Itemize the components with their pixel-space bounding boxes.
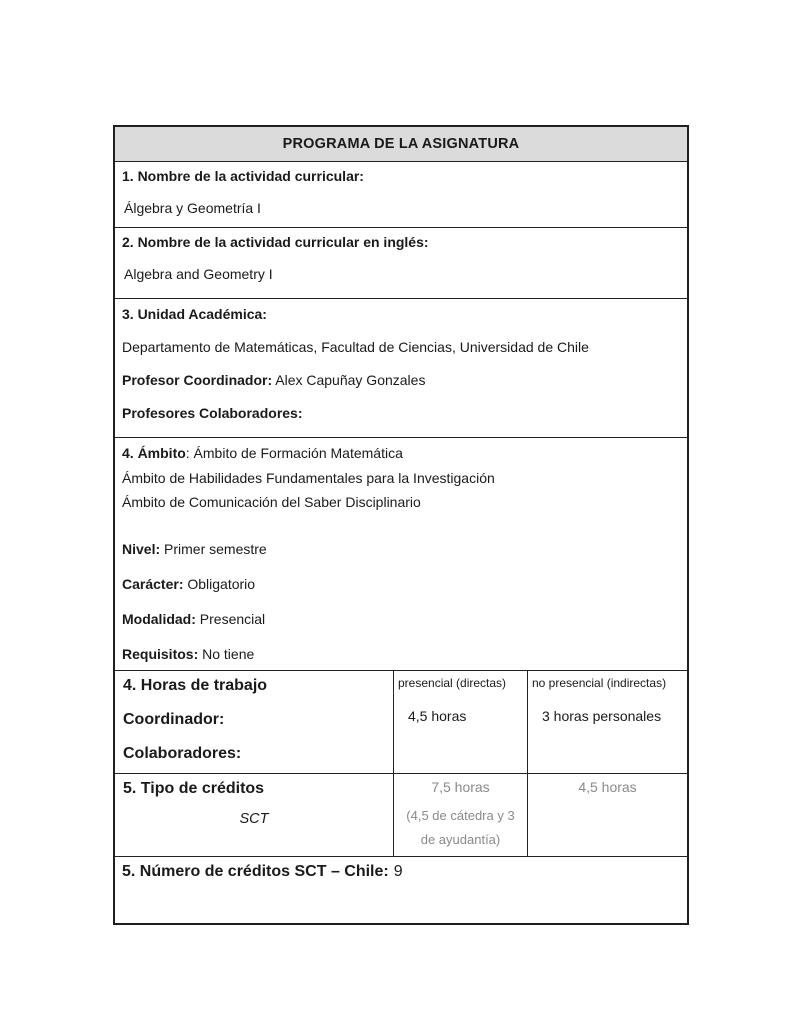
work-hours-labels xyxy=(115,671,393,773)
character-label: Carácter: xyxy=(122,575,184,592)
coordinator-label: Profesor Coordinador: xyxy=(122,372,273,388)
requirements-value: No tiene xyxy=(202,645,255,662)
scope-label: 4. Ámbito xyxy=(122,445,186,461)
row-credit-type xyxy=(115,773,687,856)
modality-value: Presencial xyxy=(199,610,266,627)
work-hours-coordinator-label: Coordinador: xyxy=(123,711,225,728)
row-course-name-english xyxy=(115,227,687,298)
offsite-hours-value: 3 horas personales xyxy=(542,708,662,724)
work-hours-onsite-cell xyxy=(393,671,528,773)
credit-type-onsite-cell xyxy=(393,774,528,856)
row-scope xyxy=(115,437,687,670)
academic-unit-value: Departamento de Matemáticas, Facultad de Ciencias, Universidad de Chile xyxy=(122,339,589,355)
credit-type-sct: SCT xyxy=(239,811,269,827)
level-label: Nivel: xyxy=(122,540,161,557)
coordinator-value: Alex Capuñay Gonzales xyxy=(275,372,426,388)
credit-onsite-detail: (4,5 de cátedra y 3 de ayudantía) xyxy=(406,808,515,847)
scope-line-3: Ámbito de Comunicación del Saber Disciplinario xyxy=(122,494,421,510)
credit-type-label: 5. Tipo de créditos xyxy=(123,780,265,797)
course-name-value: Álgebra y Geometría I xyxy=(124,200,261,216)
level-line xyxy=(122,541,680,557)
collaborators-label: Profesores Colaboradores: xyxy=(122,405,303,421)
character-line xyxy=(122,576,680,592)
scope-line-1 xyxy=(122,441,680,466)
credit-type-offsite-cell xyxy=(528,774,687,856)
onsite-header: presencial (directas) xyxy=(398,676,507,690)
course-name-label: 1. Nombre de la actividad curricular: xyxy=(122,168,364,184)
scope-value: : Ámbito de Formación Matemática xyxy=(185,445,403,461)
course-name-english-value: Algebra and Geometry I xyxy=(124,266,273,282)
credit-type-labels xyxy=(115,774,393,856)
table-header-row xyxy=(115,127,687,161)
syllabus-table xyxy=(113,125,689,925)
credit-onsite-hours: 7,5 horas xyxy=(431,779,490,795)
coordinator-line xyxy=(122,372,680,388)
academic-unit-label: 3. Unidad Académica: xyxy=(122,306,267,322)
scope-line-2: Ámbito de Habilidades Fundamentales para la Investigación xyxy=(122,469,495,486)
course-name-english-label: 2. Nombre de la actividad curricular en inglés: xyxy=(122,234,429,250)
requirements-label: Requisitos: xyxy=(122,645,199,662)
work-hours-offsite-cell xyxy=(528,671,687,773)
row-sct-credits xyxy=(115,856,687,923)
credit-offsite-hours: 4,5 horas xyxy=(578,779,637,795)
offsite-header: no presencial (indirectas) xyxy=(532,676,667,690)
modality-label: Modalidad: xyxy=(122,610,196,627)
row-academic-unit xyxy=(115,298,687,437)
level-value: Primer semestre xyxy=(164,540,267,557)
modality-line xyxy=(122,611,680,627)
sct-credits-value: 9 xyxy=(393,863,403,880)
sct-credits-line xyxy=(122,864,680,880)
row-work-hours xyxy=(115,670,687,773)
row-course-name xyxy=(115,161,687,227)
character-value: Obligatorio xyxy=(187,575,256,592)
work-hours-label: 4. Horas de trabajo xyxy=(123,677,268,694)
page-title: PROGRAMA DE LA ASIGNATURA xyxy=(282,136,520,152)
requirements-line xyxy=(122,646,680,662)
sct-credits-label: 5. Número de créditos SCT – Chile: xyxy=(122,863,389,880)
work-hours-collaborators-label: Colaboradores: xyxy=(123,745,242,762)
onsite-hours-value: 4,5 horas xyxy=(408,708,467,724)
